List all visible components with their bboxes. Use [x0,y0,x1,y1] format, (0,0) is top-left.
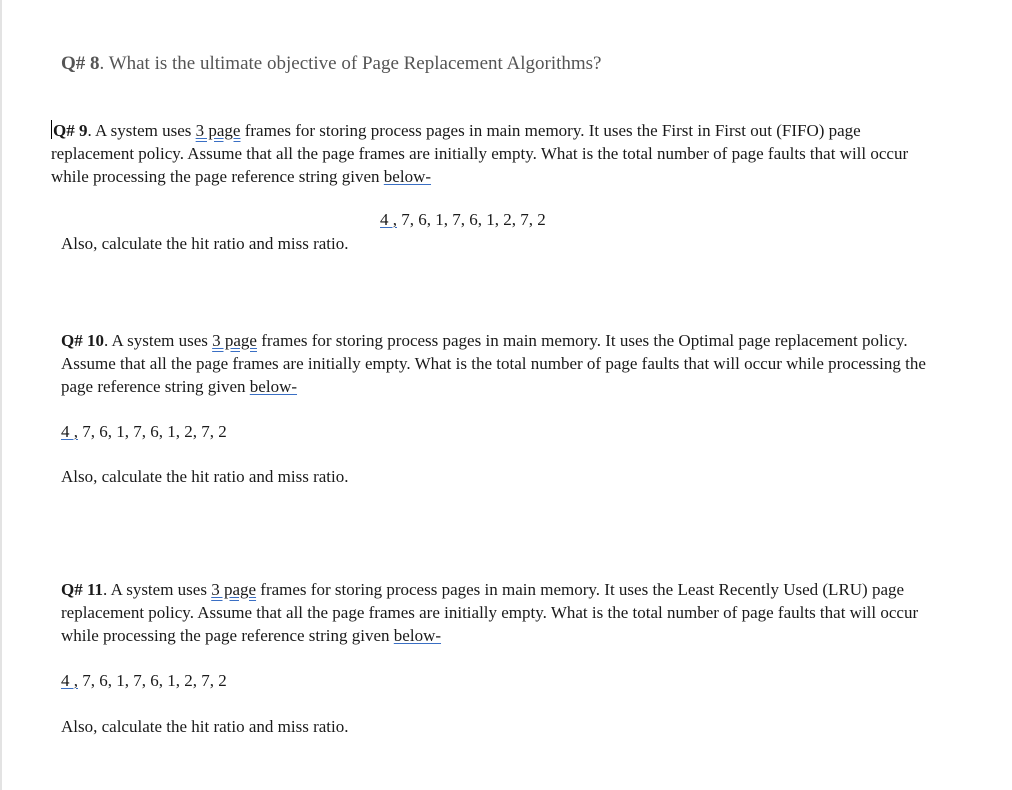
question-10-ref-rest: 7, 6, 1, 7, 6, 1, 2, 7, 2 [78,422,227,441]
question-11-text-a: . A system uses [103,580,212,599]
question-9-ref-first[interactable]: 4 , [380,210,397,229]
question-10-ref-first[interactable]: 4 , [61,422,78,441]
question-11-ref-first[interactable]: 4 , [61,671,78,690]
question-10-reference-string [61,420,227,443]
question-11-label: Q# 11 [61,580,104,599]
question-9-also: Also, calculate the hit ratio and miss ratio. [61,234,349,253]
question-10-also: Also, calculate the hit ratio and miss ratio. [61,467,349,486]
question-9-below-link[interactable]: below- [383,167,432,186]
question-10-below-link[interactable]: below- [249,377,298,396]
question-9-label: Q# 9 [53,121,88,140]
question-9-ref-rest: 7, 6, 1, 7, 6, 1, 2, 7, 2 [397,210,546,229]
question-11 [61,578,956,647]
question-10 [61,329,951,398]
question-9 [51,119,946,188]
question-11-ref-rest: 7, 6, 1, 7, 6, 1, 2, 7, 2 [78,671,227,690]
question-11-reference-string [61,669,227,692]
question-9-text-a: . A system uses [87,121,196,140]
question-11-text-b: frames for storing process pages in main memory. It uses the Least Recently Used (LRU) page replacement policy. Assume that all the page frames are initially empty. What is the total number of page faults that will occur while processing the page reference string given [61,580,919,645]
question-11-also: Also, calculate the hit ratio and miss ratio. [61,717,349,736]
question-9-text-b: frames for storing process pages in main memory. It uses the First in First out (FIFO) page replacement policy. Assume that all the page frames are initially empty. What is the total number of page faults that will occur while processing the page reference string given [51,121,909,186]
question-11-below-link[interactable]: below- [393,626,442,645]
text-cursor [51,120,52,139]
page-edge [0,0,2,790]
question-8-label: Q# 8 [61,53,100,74]
question-8 [61,52,602,75]
question-9-frames-link[interactable]: 3 page [195,121,241,140]
question-10-label: Q# 10 [61,331,104,350]
question-10-frames-link[interactable]: 3 page [212,331,257,350]
question-10-text-a: . A system uses [103,331,213,350]
question-9-reference-string [380,208,546,231]
question-8-text: . What is the ultimate objective of Page Replacement Algorithms? [99,53,602,74]
question-10-text-b: frames for storing process pages in main memory. It uses the Optimal page replacement policy. Assume that all the page frames are initially empty. What is the total number of page faults that will occur while processing the page reference string given [61,331,926,396]
question-11-frames-link[interactable]: 3 page [211,580,257,599]
